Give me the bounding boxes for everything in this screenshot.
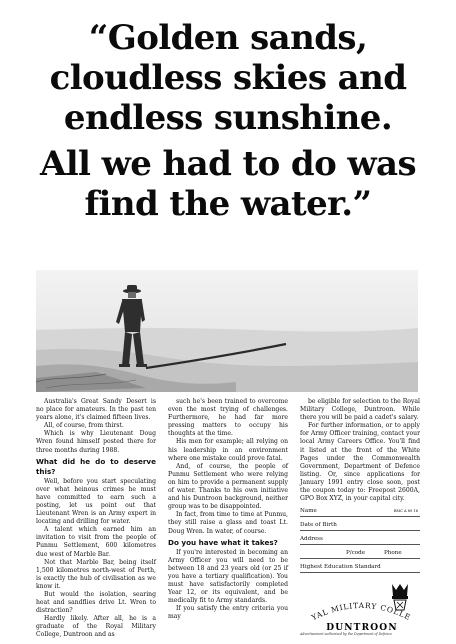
paragraph: such he's been trained to overcome even the most trying of challenges. Furthermore, he had far more pressing matters to occupy his thoughts at the time. [168, 398, 288, 438]
footnote: Advertisement authorised by the Department of Defence [300, 632, 392, 636]
crest-logo [300, 582, 424, 632]
education-field[interactable] [300, 563, 420, 573]
headline-line-3: endless sunshine. [63, 98, 393, 138]
paragraph: And, of course, the people of Punmu Settlement who were relying on him to provide a permanent supply of water. Thanks to his own initiative and his Duntroon background, neither group was to be disappointed. [168, 462, 288, 511]
paragraph: In fact, from time to time at Punmu, they still raise a glass and toast Lt. Doug Wren. In water, of course. [168, 511, 288, 535]
column-2 [168, 398, 288, 621]
postcode-label: P/code [346, 550, 366, 557]
crown-icon [392, 584, 408, 610]
paragraph: Which is why Lieutenant Doug Wren found himself posted there for three months during 1988. [36, 430, 156, 454]
headline [20, 18, 436, 224]
crest-name: DUNTROON [326, 623, 398, 632]
paragraph: Well, before you start speculating over what heinous crimes he must have committed to earn such a posting, let us point out that Lieutenant Wren is an Army expert in locating and drilling for water. [36, 477, 156, 526]
phone-label: Phone [384, 550, 402, 557]
paragraph: For further information, or to apply for Army Officer training, contact your local Army Careers Office. You'll find it listed at the front of the White Pages under the Commonwealth Government, Department of Defence listing. Or, since applications for January 1991 entry close soon, post the coupon today to: Freepost 2600A, GPO Box XYZ, in your capital city. [300, 422, 420, 503]
crest-arc-text: YAL MILITARY COLLE [310, 600, 413, 623]
headline-line-5: find the water.” [84, 184, 372, 224]
desert-scene-illustration [36, 270, 418, 392]
duntroon-crest [300, 582, 424, 632]
headline-line-1: “Golden sands, [88, 18, 368, 58]
date-of-birth-field[interactable] [300, 521, 420, 531]
name-field[interactable] [300, 507, 420, 517]
column-1 [36, 398, 156, 640]
svg-text:ROYAL MILITARY COLLEGE [300, 582, 412, 623]
paragraph: be eligible for selection to the Royal Military College, Duntroon. While there you will be paid a cadet's salary. [300, 398, 420, 422]
education-label: Highest Education Standard [300, 564, 381, 571]
subheading: What did he do to deserve this? [36, 456, 156, 476]
paragraph: Not that Marble Bar, being itself 1,500 kilometres north-west of Perth, is exactly the hub of civilisation as we know it. [36, 558, 156, 590]
date-of-birth-label: Date of Birth [300, 522, 337, 529]
address-label: Address [300, 536, 323, 543]
coupon-reference: RMC A 89 16 [394, 507, 420, 515]
paragraph: If you're interested in becoming an Army Officer you will need to be between 18 and 23 years old (or 25 if you have a tertiary qualification). You must have satisfactorily completed Year 12, or its equivalent, and be medically fit to Army standards. [168, 548, 288, 605]
headline-line-4: All we had to do was [39, 144, 417, 184]
address-field[interactable] [300, 535, 420, 545]
paragraph: His men for example; all relying on his leadership in an environment where one mistake could prove fatal. [168, 438, 288, 462]
paragraph: Australia's Great Sandy Desert is no place for amateurs. In the past ten years alone, it's claimed fifteen lives. [36, 398, 156, 422]
postcode-phone-field[interactable] [300, 549, 420, 559]
column-3 [300, 398, 420, 573]
coupon-form [300, 507, 420, 573]
paragraph: If you satisfy the entry criteria you may [168, 605, 288, 621]
paragraph: A talent which earned him an invitation to visit from the people of Punmu Settlement, 600 kilometres due west of Marble Bar. [36, 526, 156, 558]
paragraph: Hardly likely. After all, he is a graduate of the Royal Military College, Duntroon and as [36, 615, 156, 639]
subheading: Do you have what it takes? [168, 537, 278, 547]
headline-line-2: cloudless skies and [49, 58, 407, 98]
paragraph: All, of course, from thirst. [44, 422, 124, 430]
name-label: Name [300, 508, 317, 515]
desert-photo [36, 270, 418, 392]
paragraph: But would the isolation, searing heat and sandflies drive Lt. Wren to distraction? [36, 590, 156, 615]
